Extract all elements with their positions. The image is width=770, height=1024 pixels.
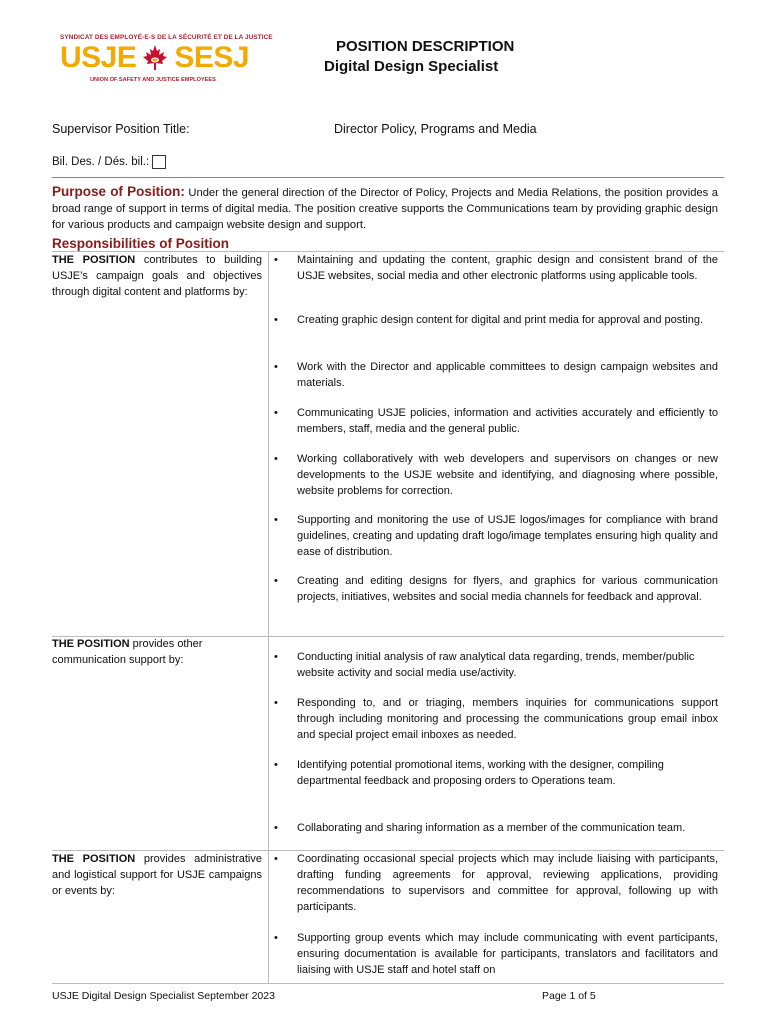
divider (52, 177, 724, 178)
bullet-icon: • (274, 575, 278, 587)
bullet-icon: • (274, 822, 278, 834)
purpose-text: Under the general direction of the Director of Policy, Projects and Media Relations, the position provides a broad range of support in terms of digital media. The position creative supports the Communications team by providing graphic design for various products and campaign website design and support. (52, 187, 718, 231)
supervisor-value: Director Policy, Programs and Media (334, 122, 537, 136)
bullet-icon: • (274, 314, 278, 326)
section-lead-bold: THE POSITION (52, 853, 136, 865)
logo-bottom-text: UNION OF SAFETY AND JUSTICE EMPLOYEES (90, 77, 216, 83)
footer-page-number: Page 1 of 5 (542, 990, 596, 1002)
section-lead (52, 636, 232, 668)
bullet-icon: • (274, 697, 278, 709)
list-item: • Conducting initial analysis of raw analytical data regarding, trends, member/public website activity and social media use/activity. (274, 651, 695, 679)
list-item: • Creating and editing designs for flyers, and graphics for various communication projects, initiatives, websites and social media channels for feedback and approval. (274, 575, 718, 603)
bilingual-checkbox[interactable] (152, 155, 166, 169)
list-item: • Maintaining and updating the content, graphic design and consistent brand of the USJE websites, social media and other electronic platforms using applicable tools. (274, 254, 718, 282)
purpose-paragraph (52, 184, 718, 233)
bilingual-label: Bil. Des. / Dés. bil.: (52, 156, 150, 168)
logo-word-right: SESJ (174, 41, 250, 74)
supervisor-label: Supervisor Position Title: (52, 122, 190, 136)
logo-word-left: USJE (60, 41, 137, 74)
list-item: • Work with the Director and applicable committees to design campaign websites and materials. (274, 361, 718, 389)
list-item: • Supporting and monitoring the use of USJE logos/images for compliance with brand guidelines, creating and updating draft logo/image templates ensuring high quality and ease of distribution. (274, 514, 718, 558)
bullet-icon: • (274, 254, 278, 266)
logo-top-text: SYNDICAT DES EMPLOYÉ-E-S DE LA SÉCURITÉ ET DE LA JUSTICE (60, 34, 273, 41)
bullet-icon: • (274, 853, 278, 865)
table-border-bottom (52, 983, 724, 984)
footer-document-name: USJE Digital Design Specialist September 2023 (52, 990, 275, 1002)
maple-leaf-icon (140, 43, 170, 73)
section-lead (52, 851, 262, 899)
position-title: Digital Design Specialist (324, 58, 499, 75)
section-lead-bold: THE POSITION (52, 254, 136, 266)
responsibilities-heading: Responsibilities of Position (52, 236, 230, 251)
list-item: • Coordinating occasional special projects which may include liaising with participants, drafting funding agreements for approval, reviewing applications, providing recommendations to supervisors and committee for approval, following up with participants. (274, 853, 718, 913)
list-item: • Creating graphic design content for digital and print media for approval and posting. (274, 314, 704, 326)
bullet-icon: • (274, 514, 278, 526)
union-logo (60, 34, 273, 94)
list-item: • Supporting group events which may include communicating with event participants, ensuring documentation is available for participants, translators and facilitators and liaising with USJE staff and hotel staff on (274, 932, 718, 976)
list-item: • Responding to, and or triaging, members inquiries for communications support through including monitoring and processing the communications group email inbox and special project email inboxes as needed. (274, 697, 718, 741)
purpose-heading: Purpose of Position: (52, 184, 185, 199)
bullet-icon: • (274, 932, 278, 944)
bullet-icon: • (274, 407, 278, 419)
section-lead (52, 252, 262, 300)
list-item: • Identifying potential promotional items, working with the designer, compiling departmental feedback and proposing orders to Operations team. (274, 759, 664, 787)
table-column-divider (268, 251, 269, 983)
section-lead-text: provides other communication support by: (52, 638, 203, 666)
bullet-icon: • (274, 453, 278, 465)
document-title: POSITION DESCRIPTION (336, 38, 515, 55)
section-lead-text: provides administrative and logistical support for USJE campaigns or events by: (52, 853, 262, 897)
bullet-icon: • (274, 361, 278, 373)
list-item: • Communicating USJE policies, information and activities accurately and efficiently to members, staff, media and the general public. (274, 407, 718, 435)
bilingual-designation (52, 155, 166, 169)
bullet-icon: • (274, 759, 278, 771)
list-item: • Collaborating and sharing information as a member of the communication team. (274, 822, 686, 834)
bullet-icon: • (274, 651, 278, 663)
section-lead-text: contributes to building USJE’s campaign goals and objectives through digital content and platforms by: (52, 254, 262, 298)
section-lead-bold: THE POSITION (52, 638, 130, 650)
list-item: • Working collaboratively with web developers and supervisors on changes or new developments to the USJE website and identifying, and diagnosing where possible, website problems for correction. (274, 453, 718, 497)
